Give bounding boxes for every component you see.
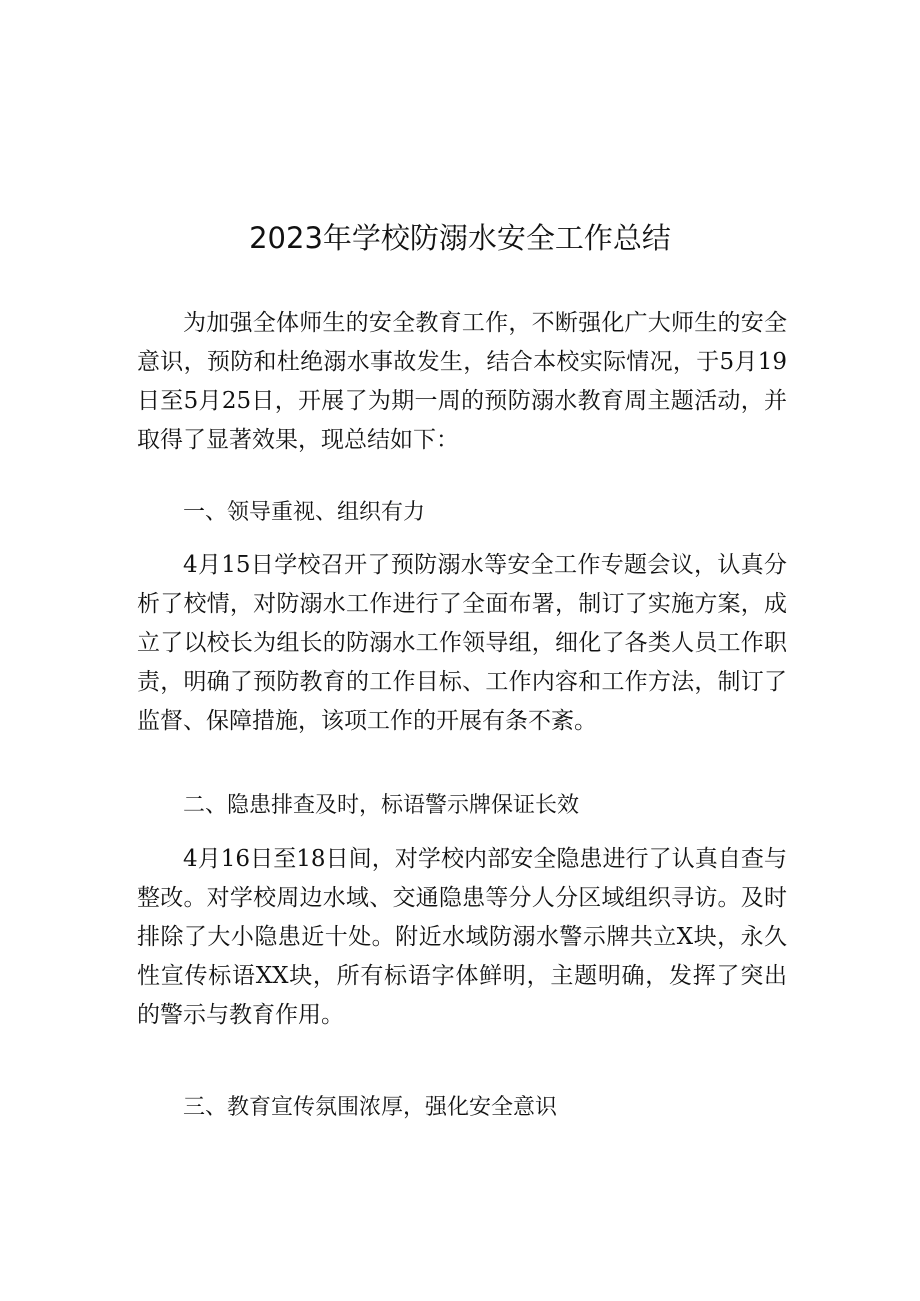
section-2-heading: 二、隐患排查及时，标语警示牌保证长效 (183, 793, 580, 818)
section-3-heading: 三、教育宣传氛围浓厚，强化安全意识 (183, 1095, 558, 1120)
document-title: 2023年学校防溺水安全工作总结 (249, 221, 671, 255)
intro-paragraph: 为加强全体师生的安全教育工作，不断强化广大师生的安全意识，预防和杜绝溺水事故发生，结合本校实际情况，于5月19日至5月25日，开展了为期一周的预防溺水教育周主题活动，并取得了显著效果，现总结如下： (137, 310, 787, 453)
section-1-paragraph: 4月15日学校召开了预防溺水等安全工作专题会议，认真分析了校情，对防溺水工作进行了全面布署，制订了实施方案，成立了以校长为组长的防溺水工作领导组，细化了各类人员工作职责，明确了预防教育的工作目标、工作内容和工作方法，制订了监督、保障措施，该项工作的开展有条不紊。 (137, 552, 787, 734)
section-2-paragraph: 4月16日至18日间，对学校内部安全隐患进行了认真自查与整改。对学校周边水域、交通隐患等分人分区域组织寻访。及时排除了大小隐患近十处。附近水域防溺水警示牌共立X块，永久性宣传标语XX块，所有标语字体鲜明，主题明确，发挥了突出的警示与教育作用。 (137, 846, 787, 1028)
section-1-heading: 一、领导重视、组织有力 (183, 500, 426, 525)
